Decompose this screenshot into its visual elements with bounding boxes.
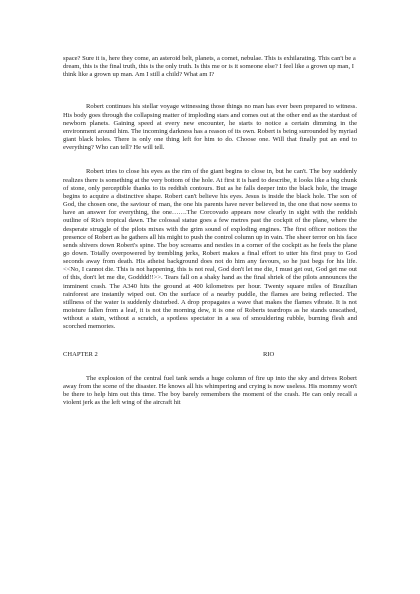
chapter-title: RIO	[263, 350, 275, 358]
paragraph-3: Robert tries to close his eyes as the rim of the giant begins to close in, but he can't. The boy suddenly realizes there is something at the very bottom of the hole. At first it is hard to describe, it looks like a big chunk of stone, only perceptible thanks to its reddish contours. But as he falls deeper into the black hole, the image begins to acquire a distinctive shape. Robert can't believe his eyes. Jesus is inside the black hole. The son of God, the chosen one, the saviour of man, the one his parents have never believed in, the one that now seems to have an answer for everything, the one…….The Corcovado appears now clearly in sight with the reddish outline of Rio's tropical dawn. The colossal statue goes a few metres past the cockpit of the plane, where the desperate struggle of the pilots mixes with the grim sound of exploding engines. The first officer notices the presence of Robert as he gathers all his might to push the control column up in vain. The sheer terror on his face sends shivers down Robert's spine. The boy screams and nestles in a corner of the cockpit as he feels the plane go down. Totally overpowered by trembling jerks, Robert makes a final effort to utter his first pray to God seconds away from death. His atheist background does not do him any favours, so he just begs for his life. <<No, I cannot die. This is not happening, this is not real, God don't let me die, I must get out, God get me out of this, don't let me die, Godddd!!>>. Tears fall on a shaky hand as the final shriek of the pilots announces the imminent crash. The A340 hits the ground at 400 kilometres per hour. Twenty square miles of Brazilian rainforest are instantly wiped out. On the surface of a nearby puddle, the flames are being reflected. The stillness of the water is suddenly disturbed. A drop propagates a wave that makes the flames vibrate. It is not moisture fallen from a leaf, it is not the morning dew, it is one of Roberts teardrops as he stands unscathed, without a stain, without a scratch, a spotless spectator in a sea of smouldering rubble, burning flesh and scorched memories.	[63, 168, 357, 331]
chapter-number: CHAPTER 2	[63, 350, 98, 358]
paragraph-1: space? Sure it is, here they come, an asteroid belt, planets, a comet, nebulae. This is exhilarating. This can't be a dream, this is the final truth, this is the only truth. Is this me or is it someone else? I feel like a grown up man, I think like a grown up man. Am I still a child? What am I?	[63, 55, 356, 79]
chapter-heading	[63, 351, 357, 361]
paragraph-2: Robert continues his stellar voyage witnessing those things no man has ever been prepared to witness. His body goes through the collapsing matter of imploding stars and comes out at the other end as the stardust of newborn planets. Gaining speed at every new encounter, he starts to notice a certain dimming in the environment around him. The incoming darkness has a reason of its own. Robert is being surrounded by myriad giant black holes. There is only one thing left for him to do. Choose one. Will that finally put an end to everything? Who can tell? He will tell.	[63, 103, 357, 152]
paragraph-4: The explosion of the central fuel tank sends a huge column of fire up into the sky and drives Robert away from the scene of the disaster. He knows all his whimpering and crying is now useless. His mommy won't be there to help him out this time. The boy barely remembers the moment of the crash. He can only recall a violent jerk as the left wing of the aircraft hit	[63, 374, 357, 406]
